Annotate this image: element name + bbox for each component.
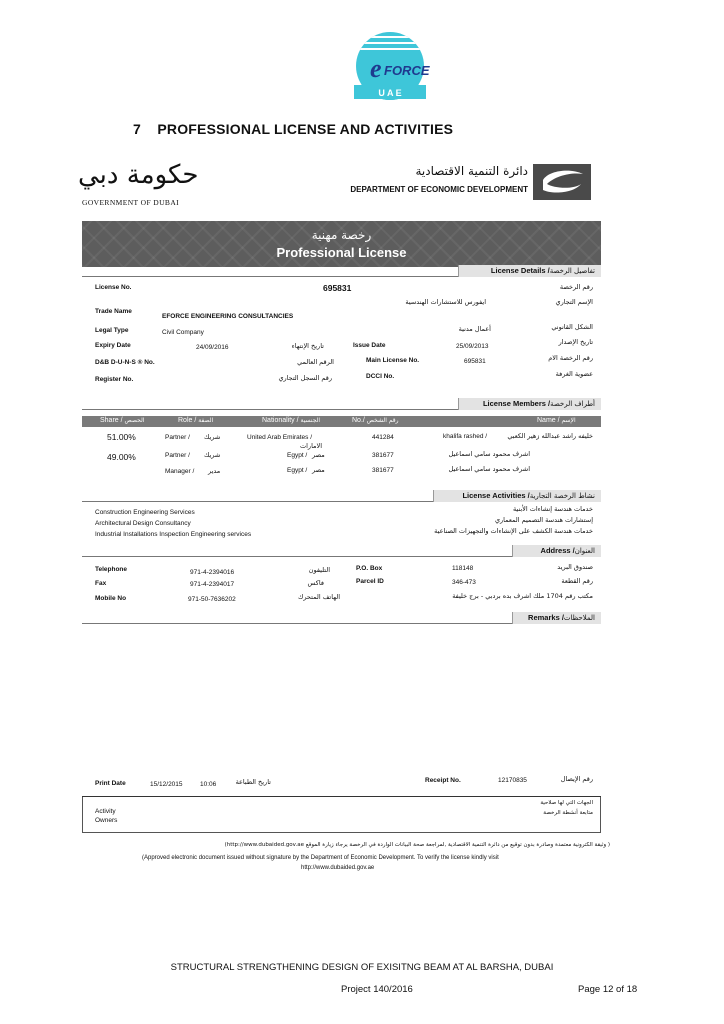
issue-date-label: Issue Date [353, 342, 386, 349]
license-no-label: License No. [95, 284, 132, 291]
col-role: Role / الصفة [178, 417, 214, 424]
register-no-ar: رقم السجل التجاري [278, 374, 332, 382]
banner-arabic: رخصة مهنية [311, 228, 372, 242]
eforce-logo [348, 30, 432, 106]
address-title: Address / [540, 546, 575, 555]
parcel-id-value: 346-473 [452, 579, 476, 586]
member-3-number: 381677 [372, 467, 394, 474]
duns-label: D&B D-U-N-S ® No. [95, 359, 155, 366]
activity-en-2: Architectural Design Consultancy [95, 520, 191, 527]
disclaimer-english: (Approved electronic document issued without signature by the Department of Economic Development. To verify the license kindly visit [142, 855, 499, 861]
license-members-title-ar: أطراف الرخصة [550, 400, 595, 408]
issue-date-ar: تاريخ الإصدار [558, 338, 593, 346]
legal-type-value: Civil Company [162, 329, 204, 336]
activity-owners-box [82, 797, 601, 833]
license-no-ar: رقم الرخصة [559, 283, 593, 291]
dcci-no-label: DCCI No. [366, 373, 395, 380]
page-number: Page 12 of 18 [578, 984, 638, 995]
activity-en-1: Construction Engineering Services [95, 509, 195, 516]
remarks-title: Remarks / [528, 613, 564, 622]
ded-logo-icon [533, 164, 591, 200]
professional-license-banner [82, 221, 601, 267]
member-1-nationality: United Arab Emirates / [247, 434, 313, 441]
member-2-role-ar: شريك [204, 451, 221, 459]
project-number: Project 140/2016 [341, 984, 413, 995]
member-1-role-ar: شريك [204, 433, 221, 441]
members-table-header [82, 416, 601, 427]
license-details-header [82, 265, 601, 277]
section-title: 7 PROFESSIONAL LICENSE AND ACTIVITIES [133, 121, 454, 137]
document-footer-title: STRUCTURAL STRENGTHENING DESIGN OF EXISITNG BEAM AT AL BARSHA, DUBAI [170, 962, 554, 973]
member-3-role: Manager / [165, 468, 195, 475]
expiry-date-value: 24/09/2016 [196, 344, 229, 351]
print-date-value: 15/12/2015 [150, 781, 183, 788]
activity-owners-label: Activity Owners [95, 808, 118, 824]
receipt-no-value: 12170835 [498, 777, 527, 784]
activity-en-3: Industrial Installations Inspection Engineering services [95, 531, 252, 538]
license-activities-title-ar: نشاط الرخصة التجارية [529, 492, 595, 500]
government-of-dubai: GOVERNMENT OF DUBAI [82, 198, 180, 207]
logo-e: e [370, 54, 382, 83]
print-date-ar: تاريخ الطباعة [235, 778, 271, 786]
po-box-label: P.O. Box [356, 565, 383, 572]
activity-owners-ar-2: متابعة أنشطة الرخصة [543, 810, 593, 816]
fax-value: 971-4-2394017 [190, 581, 235, 588]
legal-type-ar-label: الشكل القانوني [551, 323, 593, 331]
telephone-label: Telephone [95, 566, 128, 573]
print-date-label: Print Date [95, 780, 126, 787]
member-3-nationality-ar: مصر [312, 466, 325, 474]
member-2-role: Partner / [165, 452, 190, 459]
ded-english: DEPARTMENT OF ECONOMIC DEVELOPMENT [350, 185, 528, 194]
activity-ar-1: خدمات هندسة إنشاءات الأبنية [512, 505, 593, 513]
member-1-nationality-ar: الامارات [300, 442, 323, 450]
col-nationality: Nationality / الجنسية [262, 417, 321, 424]
license-no-value: 695831 [323, 283, 352, 293]
col-number: No./ رقم الشخص [352, 417, 399, 424]
activity-owners-ar-1: الجهات التي لها صلاحية [540, 800, 593, 806]
license-activities-header [82, 490, 601, 502]
remarks-title-ar: الملاحظات [563, 614, 595, 622]
address-header [82, 545, 601, 557]
activity-ar-2: إستشارات هندسة التصميم المعماري [494, 516, 593, 524]
address-title-ar: العنوان [574, 547, 595, 555]
receipt-no-ar: رقم الإيصال [560, 775, 593, 783]
legal-type-label: Legal Type [95, 327, 129, 334]
member-2-share: 49.00% [107, 452, 136, 462]
fax-label: Fax [95, 580, 107, 587]
member-3-role-ar: مدير [208, 467, 221, 475]
logo-text: FORCE [384, 63, 430, 78]
legal-type-ar-value: أعمال مدنية [458, 325, 491, 333]
po-box-ar: صندوق البريد [557, 563, 593, 571]
member-1-share: 51.00% [107, 432, 136, 442]
main-license-value: 695831 [464, 358, 486, 365]
government-of-dubai-arabic: حكومة دبي [78, 160, 199, 190]
dcci-no-ar: عضوية الغرفة [555, 370, 593, 378]
member-3-name-ar: اشرف محمود سامي اسماعيل [448, 465, 530, 473]
register-no-label: Register No. [95, 376, 134, 383]
member-1-role: Partner / [165, 434, 190, 441]
member-3-nationality: Egypt / [287, 467, 308, 474]
receipt-no-label: Receipt No. [425, 777, 461, 784]
trade-name-label: Trade Name [95, 308, 132, 315]
disclaimer-url: http://www.dubaided.gov.ae [301, 865, 375, 871]
ded-arabic: دائرة التنمية الاقتصادية [415, 164, 528, 178]
duns-ar: الرقم العالمي [297, 358, 334, 366]
parcel-id-ar: رقم القطعة [561, 577, 593, 585]
issue-date-value: 25/09/2013 [456, 343, 489, 350]
logo-sub: U A E [378, 88, 402, 98]
col-name: Name / الإسم [537, 417, 576, 424]
disclaimer-arabic: ( وثيقة الكترونية معتمدة وصادرة بدون توقيع من دائرة التنمية الاقتصادية ,لمراجعة صحة البيانات الواردة في الرخصة يرجاء زيارة الموقع http://www.dubaided.gov.ae) [224, 842, 610, 848]
fax-ar: فاكس [307, 579, 324, 587]
main-license-label: Main License No. [366, 357, 420, 364]
license-details-title: License Details / [490, 266, 550, 275]
telephone-ar: التليفون [308, 566, 330, 574]
member-1-name-ar: خليفه راشد عبدالله زهير الكعبي [507, 432, 593, 440]
member-1-name: khalifa rashed / [443, 433, 488, 440]
license-details-title-ar: تفاصيل الرخصة [549, 267, 595, 275]
expiry-date-ar: تاريخ الإنتهاء [291, 342, 324, 350]
mobile-ar: الهاتف المتحرك [297, 593, 340, 601]
po-box-value: 118148 [452, 565, 474, 572]
member-1-number: 441284 [372, 434, 394, 441]
banner-title: Professional License [276, 245, 407, 260]
print-time-value: 10:06 [200, 781, 217, 788]
telephone-value: 971-4-2394016 [190, 569, 235, 576]
trade-name-value: EFORCE ENGINEERING CONSULTANCIES [162, 313, 294, 320]
license-members-header [82, 398, 601, 410]
col-share: Share / الحصص [100, 417, 145, 424]
member-2-name-ar: اشرف محمود سامي اسماعيل [448, 450, 530, 458]
trade-name-ar-value: ايفورس للاستشارات الهندسية [405, 298, 486, 306]
remarks-header [82, 612, 601, 624]
mobile-label: Mobile No [95, 595, 127, 602]
member-2-number: 381677 [372, 452, 394, 459]
address-ar: مكتب رقم 1704 ملك اشرف بده بردبي - برج خليفة [452, 592, 593, 600]
activity-ar-3: خدمات هندسة الكشف على الإنشاءات والتجهيزات الصناعية [434, 527, 593, 535]
trade-name-ar-label: الإسم التجاري [555, 298, 593, 306]
license-activities-title: License Activities / [462, 491, 530, 500]
mobile-value: 971-50-7636202 [188, 596, 236, 603]
expiry-date-label: Expiry Date [95, 342, 131, 349]
member-2-nationality-ar: مصر [312, 451, 325, 459]
main-license-ar: رقم الرخصة الام [548, 354, 593, 362]
license-members-title: License Members / [482, 399, 551, 408]
parcel-id-label: Parcel ID [356, 578, 384, 585]
member-2-nationality: Egypt / [287, 452, 308, 459]
